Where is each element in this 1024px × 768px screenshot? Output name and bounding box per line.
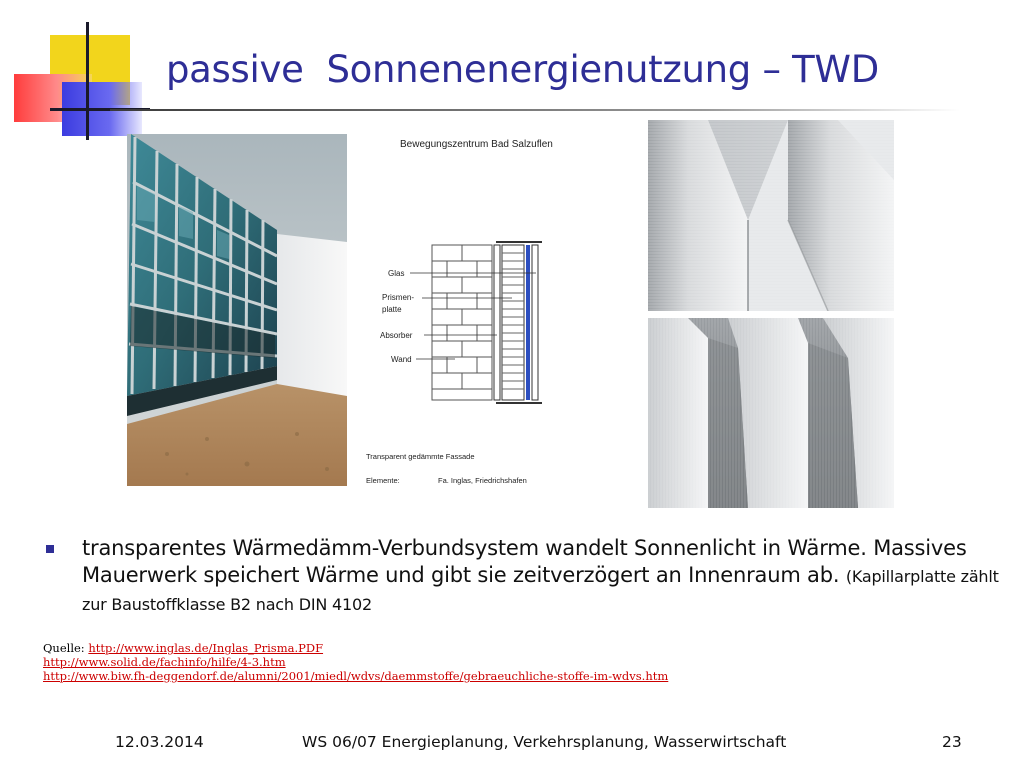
twd-section-diagram (360, 132, 610, 492)
twd-layers (494, 242, 542, 403)
bullet-square-icon (46, 545, 54, 553)
building-facade-photo (127, 134, 347, 486)
sources-label: Quelle: (43, 641, 89, 655)
label-wand: Wand (391, 355, 412, 364)
source-link-inglas[interactable]: http://www.inglas.de/Inglas_Prisma.PDF (88, 641, 324, 655)
diagram-caption-1: Transparent gedämmte Fassade (366, 452, 475, 461)
sources-block (43, 641, 668, 683)
diagram-heading: Bewegungszentrum Bad Salzuflen (400, 139, 553, 150)
brick-wall (432, 245, 492, 400)
logo-vertical-line (86, 22, 89, 140)
title-underline (110, 109, 960, 111)
capillary-plate-photo-top (648, 120, 894, 311)
label-prismen: Prismen- (382, 293, 415, 302)
label-absorber: Absorber (380, 331, 413, 340)
label-glas: Glas (388, 269, 405, 278)
bullet-main-text: transparentes Wärmedämm-Verbundsystem wandelt Sonnenlicht in Wärme. Massives Mauerwerk speichert Wärme und gibt sie zeitverzögert an Innenraum ab. (82, 536, 967, 587)
slide-logo (10, 22, 150, 142)
source-link-solid[interactable]: http://www.solid.de/fachinfo/hilfe/4-3.htm (43, 655, 286, 669)
footer-page-number: 23 (942, 733, 962, 751)
bullet-note-text: (Kapillarplatte zählt zur Baustoffklasse B2 nach DIN 4102 (82, 567, 999, 614)
capillary-plate-photo-bottom (648, 318, 894, 508)
footer-date: 12.03.2014 (115, 733, 204, 751)
diagram-caption-2-value: Fa. Inglas, Friedrichshafen (438, 476, 527, 485)
label-platte: platte (382, 305, 402, 314)
bullet-text (82, 535, 1006, 618)
slide-title: passive Sonnenenergienutzung – TWD (166, 48, 879, 91)
diagram-caption-2-label: Elemente: (366, 476, 400, 485)
footer-course: WS 06/07 Energieplanung, Verkehrsplanung, Wasserwirtschaft (302, 733, 787, 751)
source-link-biw[interactable]: http://www.biw.fh-deggendorf.de/alumni/2001/miedl/wdvs/daemmstoffe/gebraeuchliche-stoffe-im-wdvs.htm (43, 669, 669, 683)
